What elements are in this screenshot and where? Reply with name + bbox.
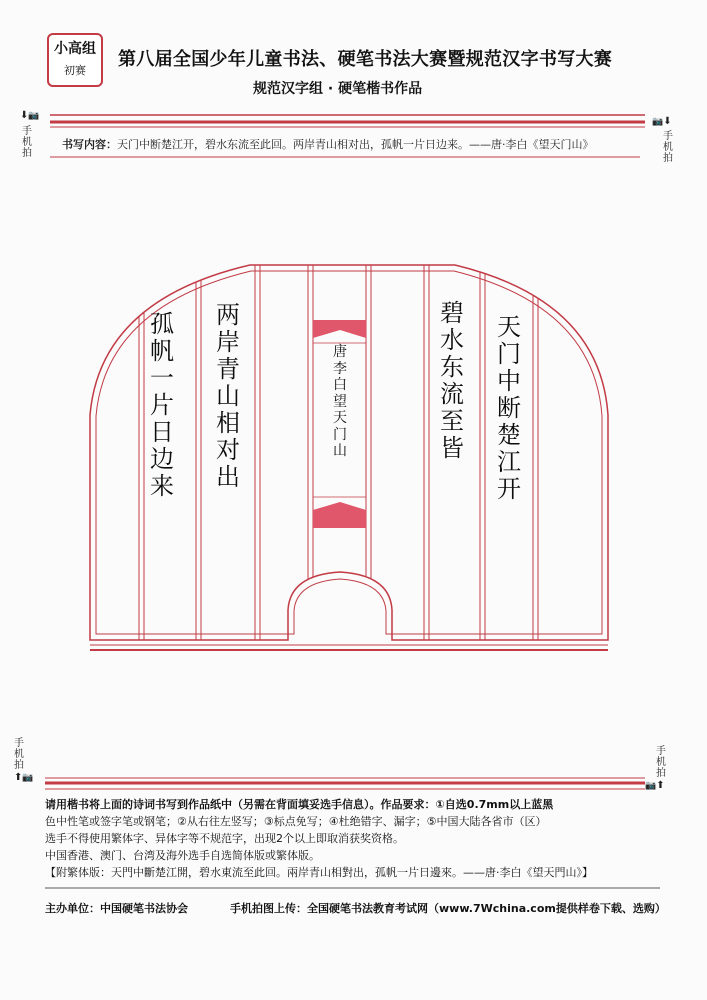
phone-shot-label-top-right: 手机拍 xyxy=(663,131,673,164)
instructions-line-3: 选手不得使用繁体字、异体字等不规范字，出现2个以上即取消获奖资格。 xyxy=(45,832,404,845)
instructions-line-4: 中国香港、澳门、台湾及海外选手自选简体版或繁体版。 xyxy=(45,849,320,862)
page-title: 第八届全国少年儿童书法、硬笔书法大赛暨规范汉字书写大赛 xyxy=(118,49,613,70)
camera-icon: 📷 xyxy=(28,111,40,121)
arrow-up-icon: ⬆ xyxy=(14,772,23,783)
arrow-down-icon: ⬇ xyxy=(20,110,29,121)
artwork-column-1: 天门中断楚江开 xyxy=(497,313,521,503)
phone-shot-label-bottom-right: 手机拍 xyxy=(656,746,666,779)
artwork-column-3: 两岸青山相对出 xyxy=(216,301,240,491)
stage-label: 初赛 xyxy=(64,64,86,77)
page-subtitle: 规范汉字组 · 硬笔楷书作品 xyxy=(253,81,423,97)
instructions-line-5: 【附繁体版：天門中斷楚江開，碧水東流至此回。兩岸青山相對出，孤帆一片日邊來。——唐·李白《望天門山》】 xyxy=(45,866,593,879)
group-label: 小高组 xyxy=(54,41,96,57)
organizer: 主办单位：中国硬笔书法协会 xyxy=(45,902,188,915)
phone-shot-label-top-left: 手机拍 xyxy=(22,126,32,159)
instructions xyxy=(45,796,665,881)
instructions-line-2: 色中性笔或签字笔或钢笔；②从右往左竖写；③标点免写；④杜绝错字、漏字；⑤中国大陆各省市（区） xyxy=(45,815,547,828)
instructions-line-1: 请用楷书将上面的诗词书写到作品纸中（另需在背面填妥选手信息）。作品要求：①自选0.7mm以上蓝黑 xyxy=(45,798,554,811)
upload-info: 手机拍图上传：全国硬笔书法教育考试网（www.7Wchina.com提供样卷下载、选购） xyxy=(230,902,666,915)
artwork-column-4: 孤帆一片日边来 xyxy=(150,310,174,500)
content-label: 书写内容： xyxy=(62,138,117,151)
arrow-down-icon: ⬇ xyxy=(663,116,672,127)
artwork-column-2: 碧水东流至皆 xyxy=(440,299,464,462)
camera-icon: 📷 xyxy=(652,117,664,127)
camera-icon: 📷 xyxy=(645,781,657,791)
content-text: 天门中断楚江开，碧水东流至此回。两岸青山相对出，孤帆一片日边来。——唐·李白《望天门山》 xyxy=(117,138,594,151)
phone-shot-label-bottom-left: 手机拍 xyxy=(14,738,24,771)
artwork-signature: 唐李白望天门山 xyxy=(333,344,347,459)
camera-icon: 📷 xyxy=(22,773,34,783)
arrow-up-icon: ⬆ xyxy=(656,780,665,791)
